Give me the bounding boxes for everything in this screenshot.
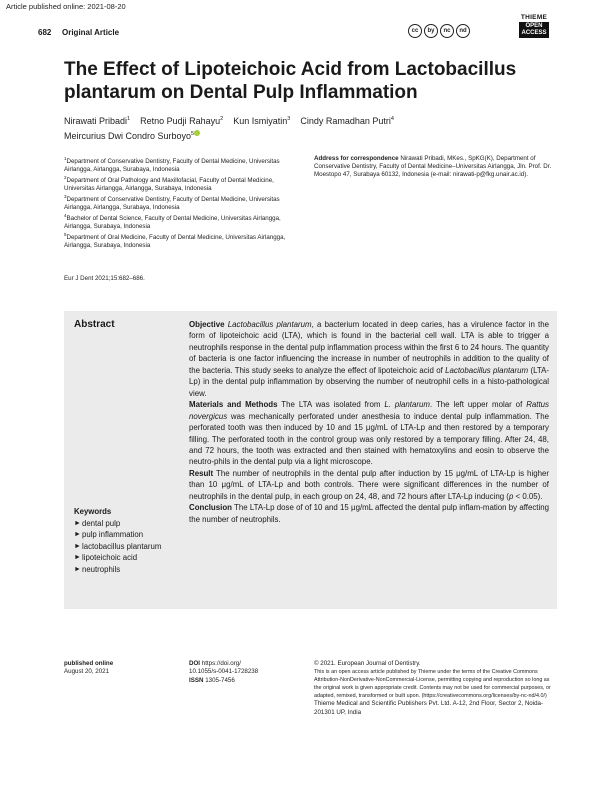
open-access-line1: OPEN xyxy=(525,23,543,29)
publisher-address: Thieme Medical and Scientific Publishers Pvt. Ltd. A-12, 2nd Floor, Sector 2, Noida-201301 UP, India xyxy=(314,700,544,716)
open-access-line2: ACCESS xyxy=(521,30,547,36)
affiliation-item xyxy=(64,155,304,174)
keyword-item xyxy=(74,552,172,564)
objective-italic2: Lactobacillus plantarum xyxy=(445,365,529,375)
methods-text2: . The left upper molar of xyxy=(429,400,527,410)
correspondence-address xyxy=(314,155,554,179)
cc-nc-icon: nc xyxy=(440,24,454,38)
orcid-icon[interactable] xyxy=(194,130,200,136)
cc-by-icon: by xyxy=(424,24,438,38)
result-text: The number of neutrophils in the dental pulp after induction by 15 μg/mL of LTA-Lp is higher than 10 μg/mL of LTA-Lp and both controls. There were significant differences in the number of neutrophils in the dental pulp, in each group on 24, 48, and 72 hours after LTA-Lp inducing ( xyxy=(189,468,549,501)
license-text: This is an open access article published by Thieme under the terms of the Creative Commons Attribution-NonDerivative-NonCommercial-License, permitting copying and reproduction so long as the original work is given appropriate credit. Contents may not be used for commercial purposes, or adapted, remixed, transformed or built upon. (https://creativecommons.org/licenses/by-nc-nd/4.0/) xyxy=(314,669,551,700)
published-online-date: August 20, 2021 xyxy=(64,668,110,676)
journal-citation: Eur J Dent 2021;15:682–686. xyxy=(64,275,145,282)
keywords-list xyxy=(74,506,172,575)
author-affil-sup: 5 xyxy=(191,131,195,137)
thieme-brand: THIEME xyxy=(520,14,548,21)
affiliation-item xyxy=(64,193,304,212)
result-label: Result xyxy=(189,468,214,478)
author-list xyxy=(64,113,534,143)
author-name: Retno Pudji Rahayu xyxy=(140,116,221,126)
doi-value[interactable]: 10.1055/s-0041-1728238 xyxy=(189,668,259,676)
methods-text1: The LTA was isolated from xyxy=(277,400,385,410)
cc-nd-icon: nd xyxy=(456,24,470,38)
affiliation-num: 2 xyxy=(64,175,67,181)
published-online-banner: Article published online: 2021-08-20 xyxy=(6,2,126,11)
abstract-methods xyxy=(189,399,549,468)
correspondence-label: Address for correspondence xyxy=(314,155,399,162)
conclusion-text: The LTA-Lp dose of of 10 and 15 μg/mL affected the dental pulp inflam-mation by affecting the number of neutrophils. xyxy=(189,503,549,524)
arrow-right-icon: ► xyxy=(74,542,81,550)
result-italic: p xyxy=(508,491,514,501)
keyword-item xyxy=(74,518,172,530)
keyword-text: pulp inflammation xyxy=(82,530,144,539)
author-affil-sup: 3 xyxy=(287,116,291,122)
footer-license xyxy=(314,660,557,717)
author-name: Kun Ismiyatin xyxy=(233,116,288,126)
thieme-open-access-logo xyxy=(519,14,549,38)
objective-text: , a bacterium located in deep caries, has a virulence factor in the form of lipoteichoic acid (LTA), which is found in the bacterial cell wall. LTA is able to trigger a neutrophils response in the dental pulp inflammation process within the first 6 to 24 hours. The quantity of bacteria is one factor influencing the increase in number of neutrophils in addition to the quality of the bacteria. This study seeks to analyze the effect of lipoteichoic acid of xyxy=(189,320,549,375)
arrow-right-icon: ► xyxy=(74,565,81,573)
methods-italic2: Rattus novergicus xyxy=(189,400,549,421)
author-affil-sup: 4 xyxy=(390,116,394,122)
affiliations xyxy=(64,155,304,250)
issn-label: ISSN xyxy=(189,676,204,684)
arrow-right-icon: ► xyxy=(74,531,81,538)
result-text2: < 0.05). xyxy=(513,491,543,501)
abstract-body xyxy=(189,319,549,525)
correspondence-text: Nirawati Pribadi, MKes., SpKG(K), Department of Conservative Dentistry, Faculty of Dental Medicine–Universitas Airlangga, Jln. Prof. Dr. Moestopo 47, Surabaya 60132, Indonesia (e-mail: nirawati-p@fkg.unair.ac.id). xyxy=(314,155,552,178)
author-name: Cindy Ramadhan Putri xyxy=(300,116,391,126)
keyword-item xyxy=(74,564,172,576)
published-online-label: published online xyxy=(64,660,114,667)
affiliation-item xyxy=(64,212,304,231)
objective-label: Objective xyxy=(189,320,225,329)
footer-publication xyxy=(64,660,174,677)
keyword-text: neutrophils xyxy=(82,564,121,574)
keyword-item xyxy=(74,529,172,541)
abstract-conclusion xyxy=(189,502,549,525)
keyword-item xyxy=(74,541,172,553)
keyword-text: lactobacillus plantarum xyxy=(82,541,162,551)
affiliation-num: 3 xyxy=(64,194,67,200)
open-access-badge xyxy=(519,22,549,38)
conclusion-label: Conclusion xyxy=(189,503,232,513)
author-name: Nirawati Pribadi xyxy=(64,116,128,126)
footer-identifiers xyxy=(189,660,299,685)
methods-italic1: L. plantarum xyxy=(384,400,430,410)
cc-license-icons xyxy=(408,24,470,38)
affiliation-text: Department of Oral Pathology and Maxillofacial, Faculty of Dental Medicine, Universitas Airlangga, Airlangga, Surabaya, Indonesia xyxy=(64,177,274,193)
author-name: Meircurius Dwi Condro Surboyo xyxy=(64,131,192,141)
abstract-panel xyxy=(64,311,557,609)
page-number: 682 xyxy=(38,28,52,37)
objective-italic: Lactobacillus plantarum xyxy=(227,320,312,329)
issn-value: 1305-7456 xyxy=(205,676,235,684)
cc-icon: cc xyxy=(408,24,422,38)
affiliation-text: Bachelor of Dental Science, Faculty of Dental Medicine, Universitas Airlangga, Airlangga, Surabaya, Indonesia xyxy=(64,215,281,231)
affiliation-item xyxy=(64,174,304,193)
affiliation-num: 5 xyxy=(64,232,67,238)
keyword-text: lipoteichoic acid xyxy=(82,553,138,562)
copyright-line: © 2021. European Journal of Dentistry. xyxy=(314,660,421,667)
abstract-objective xyxy=(189,319,549,399)
keywords-title: Keywords xyxy=(74,507,112,516)
affiliation-num: 1 xyxy=(64,156,67,161)
affiliation-text: Department of Conservative Dentistry, Faculty of Dental Medicine, Universitas Airlangga, Airlangga, Surabaya, Indonesia xyxy=(64,158,280,174)
arrow-right-icon: ► xyxy=(74,519,81,527)
objective-text2: (LTA-Lp) in the dental pulp inflammation by observing the number of neutrophil cells in a histo-pathological view. xyxy=(189,365,550,398)
methods-text3: was mechanically perforated under anesthesia to induce dental pulp inflammation. The perforated tooth was then induced by 10 and 15 μg/mL of LTA-Lp and then restored by a temporary filling. The perforated tooth in the control group was only restored by a temporary filling. After 24, 48, and 72 hours, the tooth was extracted and then stained with hematoxylins and eosin to observe the neutro-phils in the dental pulp via a light microscope. xyxy=(189,411,549,467)
methods-label: Materials and Methods xyxy=(189,400,278,410)
keyword-text: dental pulp xyxy=(82,518,121,528)
abstract-heading: Abstract xyxy=(74,319,115,330)
abstract-result xyxy=(189,468,549,502)
author-affil-sup: 2 xyxy=(220,116,224,122)
doi-link[interactable]: https://doi.org/ xyxy=(201,660,241,667)
doi-label: DOI xyxy=(189,660,201,667)
affiliation-item xyxy=(64,231,304,250)
affiliation-text: Department of Conservative Dentistry, Faculty of Dental Medicine, Universitas Airlangga, Airlangga, Surabaya, Indonesia xyxy=(64,196,280,212)
article-title: The Effect of Lipoteichoic Acid from Lactobacillus plantarum on Dental Pulp Inflammation xyxy=(64,59,517,103)
affiliation-text: Department of Oral Medicine, Faculty of Dental Medicine, Universitas Airlangga, Airlangga, Surabaya, Indonesia xyxy=(64,234,286,250)
arrow-right-icon: ► xyxy=(74,554,81,561)
section-label: Original Article xyxy=(62,28,120,37)
author-affil-sup: 1 xyxy=(127,116,131,122)
affiliation-num: 4 xyxy=(64,213,67,219)
